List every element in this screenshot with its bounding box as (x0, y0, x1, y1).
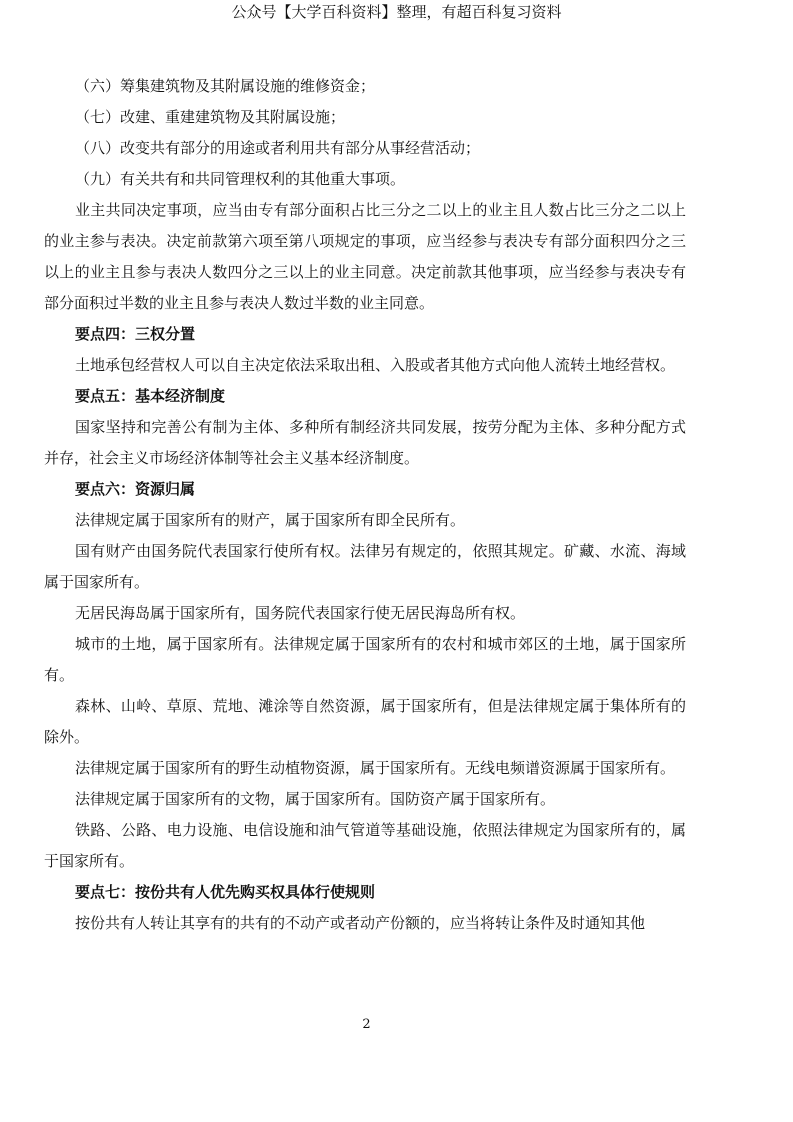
paragraph-state-property: 法律规定属于国家所有的财产，属于国家所有即全民所有。 (75, 511, 466, 529)
section-heading-5: 要点五：基本经济制度 (75, 387, 226, 405)
paragraph-cultural-relics: 法律规定属于国家所有的文物，属于国家所有。国防资产属于国家所有。 (75, 790, 556, 808)
paragraph-wildlife: 法律规定属于国家所有的野生动植物资源，属于国家所有。无线电频谱资源属于国家所有。 (75, 759, 676, 777)
section-heading-7: 要点七：按份共有人优先购买权具体行使规则 (75, 883, 376, 901)
section-heading-6: 要点六：资源归属 (75, 480, 196, 498)
document-body (44, 71, 686, 939)
paragraph-natural-resources: 森林、山岭、草原、荒地、滩涂等自然资源，属于国家所有，但是法律规定属于集体所有的除外。 (44, 697, 686, 746)
list-item-6: （六）筹集建筑物及其附属设施的维修资金； (75, 77, 376, 95)
list-item-8: （八）改变共有部分的用途或者利用共有部分从事经营活动； (75, 139, 481, 157)
page-number: 2 (362, 1017, 371, 1032)
paragraph-land-rights: 土地承包经营权人可以自主决定依法采取出租、入股或者其他方式向他人流转土地经营权。 (75, 356, 676, 374)
paragraph-preemption: 按份共有人转让其享有的共有的不动产或者动产份额的，应当将转让条件及时通知其他 (75, 914, 646, 932)
list-item-9: （九）有关共有和共同管理权利的其他重大事项。 (75, 170, 406, 188)
paragraph-state-council: 国有财产由国务院代表国家行使所有权。法律另有规定的，依照其规定。矿藏、水流、海域属于国家所有。 (44, 542, 686, 591)
paragraph-economic-system: 国家坚持和完善公有制为主体、多种所有制经济共同发展，按劳分配为主体、多种分配方式并存，社会主义市场经济体制等社会主义基本经济制度。 (44, 418, 686, 467)
paragraph-islands: 无居民海岛属于国家所有，国务院代表国家行使无居民海岛所有权。 (75, 604, 526, 622)
paragraph-infrastructure: 铁路、公路、电力设施、电信设施和油气管道等基础设施，依照法律规定为国家所有的，属于国家所有。 (44, 821, 686, 870)
paragraph-urban-land: 城市的土地，属于国家所有。法律规定属于国家所有的农村和城市郊区的土地，属于国家所有。 (44, 635, 686, 684)
section-heading-4: 要点四：三权分置 (75, 325, 196, 343)
paragraph-voting-rules: 业主共同决定事项，应当由专有部分面积占比三分之二以上的业主且人数占比三分之二以上的业主参与表决。决定前款第六项至第八项规定的事项，应当经参与表决专有部分面积四分之三以上的业主且参与表决人数四分之三以上的业主同意。决定前款其他事项，应当经参与表决专有部分面积过半数的业主且参与表决人数过半数的业主同意。 (44, 201, 686, 312)
page-header: 公众号【大学百科资料】整理，有超百科复习资料 (231, 3, 562, 21)
list-item-7: （七）改建、重建建筑物及其附属设施； (75, 108, 346, 126)
